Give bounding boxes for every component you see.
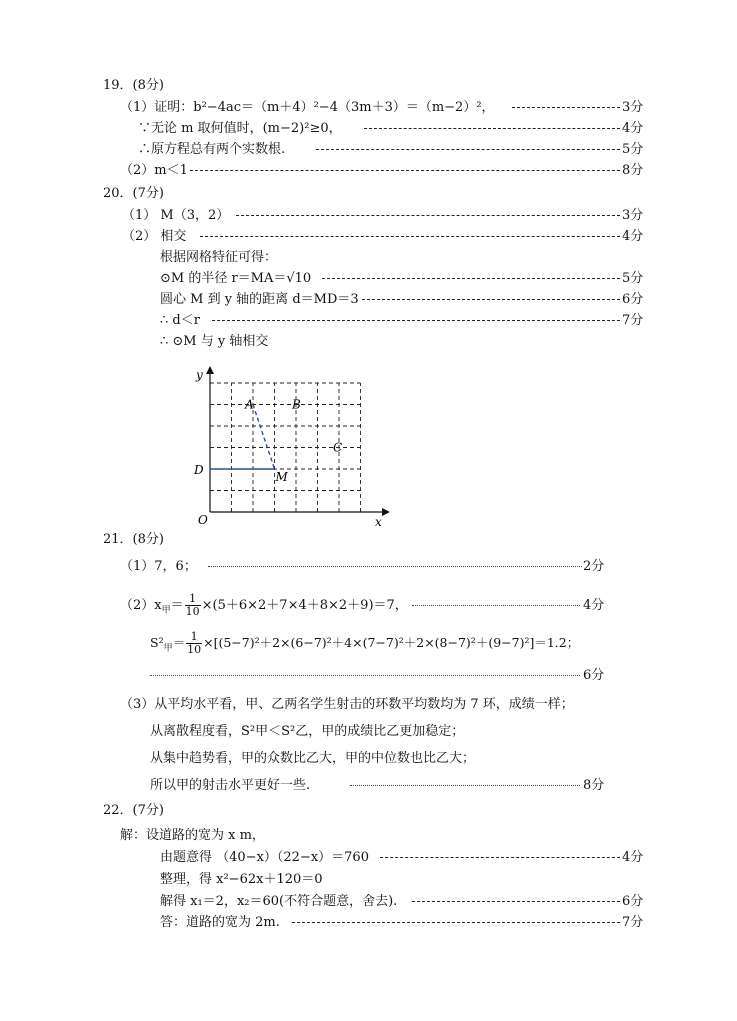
- q20-score-4: 5分: [622, 271, 644, 286]
- q19-line-3: [0, 140, 737, 160]
- q19-proof-discriminant: （1）证明：b²−4ac＝（m＋4）²−4（3m＋3）＝（m−2）²，: [120, 100, 495, 115]
- q21-mean: [120, 591, 408, 626]
- q22-score-5: 7分: [622, 915, 644, 930]
- q20-score-2: 4分: [622, 229, 644, 244]
- q20-point-m: （1） M（3，2）: [122, 208, 230, 223]
- score-leader: [316, 149, 620, 150]
- coordinate-axes: [206, 366, 390, 516]
- q21-line-6: [0, 749, 737, 769]
- q21-average-view: （3）从平均水平看，甲、乙两名学生射击的环数平均数均为 7 环，成绩一样；: [120, 697, 574, 712]
- variance-symbol: S²: [150, 635, 164, 650]
- q20-conclusion: ∴ ⊙M 与 y 轴相交: [160, 334, 269, 349]
- q21-heading: 21．(8分): [103, 532, 164, 547]
- fraction-one-tenth: $\frac{1}{10}$: [185, 592, 200, 618]
- q19-score-3: 5分: [622, 142, 644, 157]
- q22-heading: 22．(7分): [103, 803, 164, 818]
- q22-score-2: 4分: [622, 850, 644, 865]
- score-leader: [150, 675, 580, 676]
- q20-score-5: 6分: [622, 292, 644, 307]
- q19-line-1: [0, 98, 737, 118]
- origin-label: O: [198, 513, 208, 527]
- q21-line-1: [0, 557, 737, 577]
- q21-line-3-score: [0, 666, 737, 686]
- q19-line-4: [0, 161, 737, 181]
- q19-heading: 19．(8分): [103, 78, 164, 93]
- point-label-b: B: [292, 397, 301, 412]
- equals-sign: ＝: [170, 598, 184, 613]
- q21-score-7: 8分: [583, 778, 605, 793]
- q20-heading: 20．(7分): [103, 186, 164, 201]
- q20-line-5: [0, 290, 737, 310]
- q19-heading-line: [0, 76, 737, 96]
- q20-intersect: （2） 相交: [122, 229, 187, 244]
- mean-symbol: （2）x: [120, 598, 162, 613]
- axis-label-y: y: [196, 368, 203, 382]
- q21-dispersion-view: 从离散程度看，S²甲＜S²乙，甲的成绩比乙更加稳定；: [150, 724, 465, 739]
- q20-score-1: 3分: [622, 208, 644, 223]
- q22-score-4: 6分: [622, 894, 644, 909]
- segment-am: [253, 405, 275, 470]
- fraction-one-tenth: $\frac{1}{10}$: [187, 630, 202, 656]
- q20-line-4: [0, 269, 737, 289]
- q19-nonnegative: ∵无论 m 取何值时，(m−2)²≥0，: [138, 121, 342, 136]
- q20-line-1: [0, 206, 737, 226]
- q19-part2-answer: （2）m＜1: [120, 163, 188, 178]
- q21-mode-median: （1）7，6；: [120, 559, 197, 574]
- q22-solve: 解得 x₁＝2，x₂＝60(不符合题意，舍去).: [160, 894, 398, 909]
- q19-score-4: 8分: [622, 163, 644, 178]
- q21-conclusion: 所以甲的射击水平更好一些.: [150, 778, 311, 793]
- point-label-m: M: [275, 470, 288, 484]
- q20-line-6: [0, 311, 737, 331]
- score-leader: [350, 785, 580, 786]
- q22-line-2: [0, 848, 737, 868]
- q21-score-3: 6分: [583, 668, 605, 683]
- subscript-jia: 甲: [163, 643, 173, 654]
- point-label-d: D: [194, 463, 204, 477]
- q20-radius: ⊙M 的半径 r＝MA＝√10: [160, 271, 312, 286]
- q20-score-6: 7分: [622, 313, 644, 328]
- score-leader: [362, 299, 620, 300]
- mean-expression: ×(5＋6×2＋7×4＋8×2＋9)＝7，: [201, 598, 408, 613]
- variance-expression: ×[(5−7)²＋2×(6−7)²＋4×(7−7)²＋2×(8−7)²＋(9−7)²]＝1.2；: [203, 635, 580, 650]
- point-label-a: A: [245, 397, 254, 412]
- q21-variance: [150, 627, 579, 665]
- q22-line-4: [0, 892, 737, 912]
- q22-heading-line: [0, 801, 737, 821]
- q20-line-7: [0, 332, 737, 352]
- point-label-c: C: [333, 440, 343, 455]
- q22-let: 解：设道路的宽为 x m，: [120, 828, 265, 843]
- q21-line-2: [0, 591, 737, 621]
- score-leader: [190, 170, 620, 171]
- q21-score-1: 2分: [583, 559, 605, 574]
- subscript-jia: 甲: [161, 605, 171, 616]
- q21-heading-line: [0, 530, 737, 550]
- q21-line-7: [0, 776, 737, 796]
- axis-label-x: x: [375, 515, 382, 529]
- q22-line-3: [0, 870, 737, 890]
- score-leader: [380, 857, 620, 858]
- q21-line-5: [0, 722, 737, 742]
- score-leader: [512, 107, 620, 108]
- q22-line-1: [0, 826, 737, 846]
- q20-grid-note: 根据网格特征可得：: [160, 250, 278, 265]
- score-leader: [412, 901, 620, 902]
- q19-score-1: 3分: [622, 100, 644, 115]
- q20-line-3: [0, 248, 737, 268]
- score-leader: [364, 128, 620, 129]
- q20-grid-figure: [190, 362, 395, 532]
- q19-conclusion: ∴原方程总有两个实数根.: [138, 142, 286, 157]
- score-leader: [200, 236, 620, 237]
- q19-score-2: 4分: [622, 121, 644, 136]
- score-leader: [236, 215, 620, 216]
- q21-line-4: [0, 695, 737, 715]
- q20-compare: ∴ d＜r: [160, 313, 200, 328]
- score-leader: [412, 605, 580, 606]
- q19-line-2: [0, 119, 737, 139]
- q20-heading-line: [0, 184, 737, 204]
- q22-answer: 答：道路的宽为 2m.: [160, 915, 280, 930]
- q20-line-2: [0, 227, 737, 247]
- q21-central-view: 从集中趋势看，甲的众数比乙大，甲的中位数也比乙大；: [150, 751, 476, 766]
- q22-simplify: 整理，得 x²−62x＋120＝0: [160, 872, 323, 887]
- q21-score-2: 4分: [583, 598, 605, 613]
- score-leader: [322, 278, 620, 279]
- q22-line-5: [0, 913, 737, 933]
- score-leader: [208, 566, 582, 567]
- score-leader: [292, 922, 620, 923]
- q21-line-3: [0, 627, 737, 659]
- score-leader: [212, 320, 620, 321]
- equals-sign: ＝: [172, 635, 186, 650]
- q20-distance: 圆心 M 到 y 轴的距离 d＝MD＝3: [160, 292, 359, 307]
- q22-equation: 由题意得 （40−x）（22−x）＝760: [160, 850, 369, 865]
